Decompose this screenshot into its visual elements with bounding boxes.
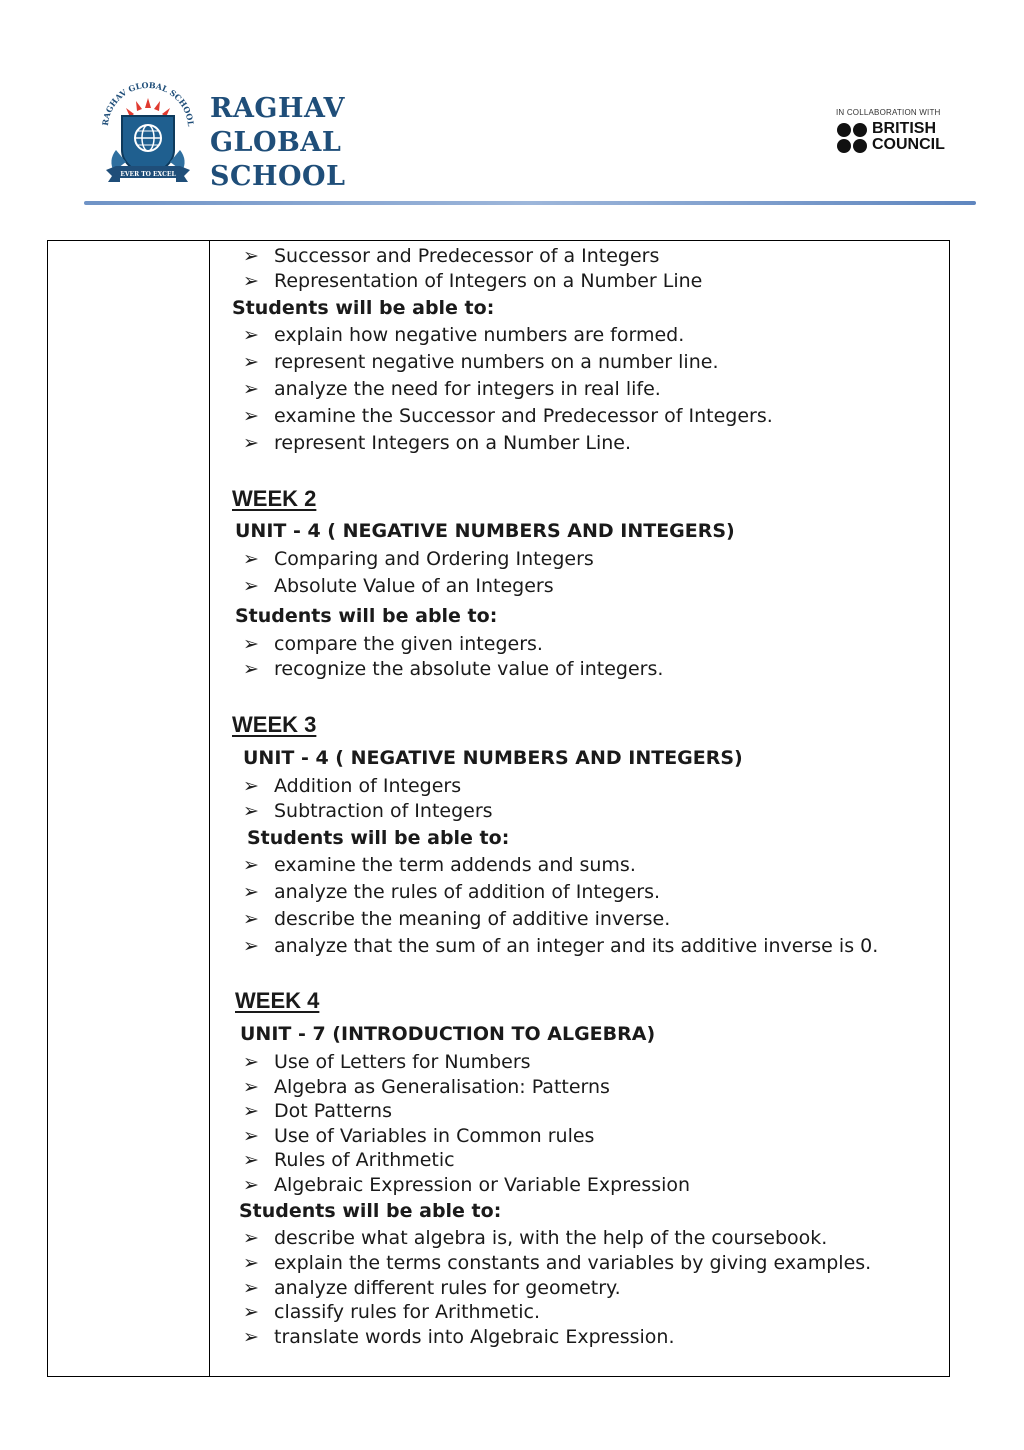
list-item: ➢ Rules of Arithmetic — [243, 1149, 455, 1171]
arrow-bullet-icon: ➢ — [243, 1051, 259, 1073]
arrow-bullet-icon: ➢ — [243, 854, 259, 876]
outcomes-heading: Students will be able to: — [235, 605, 498, 627]
list-item: ➢ analyze different rules for geometry. — [243, 1277, 621, 1299]
list-item: ➢ examine the Successor and Predecessor of Integers. — [243, 405, 773, 427]
list-item: ➢ represent Integers on a Number Line. — [243, 432, 632, 454]
arrow-bullet-icon: ➢ — [243, 1076, 259, 1098]
arrow-bullet-icon: ➢ — [243, 378, 259, 400]
week-heading: WEEK 4 — [235, 988, 320, 1013]
arrow-bullet-icon: ➢ — [243, 1227, 259, 1249]
arrow-bullet-icon: ➢ — [243, 432, 259, 454]
svg-text:RAGHAV GLOBAL SCHOOL: RAGHAV GLOBAL SCHOOL — [99, 80, 197, 127]
list-item: ➢ explain the terms constants and variables by giving examples. — [243, 1252, 872, 1274]
list-item: ➢ Dot Patterns — [243, 1100, 392, 1122]
partner-name-line: COUNCIL — [872, 136, 945, 153]
outcomes-heading: Students will be able to: — [232, 297, 495, 319]
list-item: ➢ Addition of Integers — [243, 775, 462, 797]
outcomes-heading: Students will be able to: — [247, 827, 510, 849]
collaboration-label: IN COLLABORATION WITH — [836, 108, 941, 117]
arrow-bullet-icon: ➢ — [243, 633, 259, 655]
header-divider — [84, 201, 976, 205]
syllabus-table — [47, 240, 950, 1377]
arrow-bullet-icon: ➢ — [243, 351, 259, 373]
school-name — [210, 92, 346, 194]
school-name-line: GLOBAL — [210, 127, 342, 158]
list-item: ➢ analyze the need for integers in real life. — [243, 378, 661, 400]
list-item: ➢ describe what algebra is, with the help of the coursebook. — [243, 1227, 828, 1249]
arrow-bullet-icon: ➢ — [243, 935, 259, 957]
arrow-bullet-icon: ➢ — [243, 1301, 259, 1323]
list-item: ➢ represent negative numbers on a number line. — [243, 351, 719, 373]
arrow-bullet-icon: ➢ — [243, 405, 259, 427]
arrow-bullet-icon: ➢ — [243, 1125, 259, 1147]
arrow-bullet-icon: ➢ — [243, 775, 259, 797]
arrow-bullet-icon: ➢ — [243, 800, 259, 822]
school-name-line: RAGHAV — [210, 93, 345, 124]
list-item: ➢ Algebra as Generalisation: Patterns — [243, 1076, 610, 1098]
page-header — [0, 0, 1024, 215]
arrow-bullet-icon: ➢ — [243, 324, 259, 346]
list-item: ➢ Successor and Predecessor of a Integers — [243, 245, 660, 267]
list-item: ➢ compare the given integers. — [243, 633, 543, 655]
outcomes-heading: Students will be able to: — [239, 1200, 502, 1222]
arrow-bullet-icon: ➢ — [243, 1277, 259, 1299]
list-item: ➢ Use of Letters for Numbers — [243, 1051, 531, 1073]
partner-name — [872, 121, 945, 153]
list-item: ➢ recognize the absolute value of integers. — [243, 658, 664, 680]
arrow-bullet-icon: ➢ — [243, 1252, 259, 1274]
list-item: ➢ analyze the rules of addition of Integers. — [243, 881, 661, 903]
arrow-bullet-icon: ➢ — [243, 575, 259, 597]
table-content-cell — [210, 241, 949, 1376]
list-item: ➢ translate words into Algebraic Expression. — [243, 1326, 675, 1348]
unit-heading: UNIT - 4 ( NEGATIVE NUMBERS AND INTEGERS) — [235, 520, 735, 542]
arrow-bullet-icon: ➢ — [243, 881, 259, 903]
arrow-bullet-icon: ➢ — [243, 1149, 259, 1171]
arrow-bullet-icon: ➢ — [243, 1326, 259, 1348]
list-item: ➢ Subtraction of Integers — [243, 800, 493, 822]
partner-name-line: BRITISH — [872, 120, 936, 137]
arrow-bullet-icon: ➢ — [243, 658, 259, 680]
table-left-cell — [48, 241, 210, 1376]
week-heading: WEEK 2 — [232, 486, 317, 511]
list-item: ➢ Algebraic Expression or Variable Expression — [243, 1174, 691, 1196]
week-heading: WEEK 3 — [232, 712, 317, 737]
svg-text:EVER TO EXCEL: EVER TO EXCEL — [120, 171, 176, 178]
list-item: ➢ Representation of Integers on a Number Line — [243, 270, 703, 292]
list-item: ➢ examine the term addends and sums. — [243, 854, 636, 876]
arrow-bullet-icon: ➢ — [243, 270, 259, 292]
list-item: ➢ analyze that the sum of an integer and its additive inverse is 0. — [243, 935, 879, 957]
arrow-bullet-icon: ➢ — [243, 1174, 259, 1196]
list-item: ➢ classify rules for Arithmetic. — [243, 1301, 540, 1323]
british-council-dots-logo — [836, 122, 868, 154]
unit-heading: UNIT - 7 (INTRODUCTION TO ALGEBRA) — [240, 1023, 656, 1045]
arrow-bullet-icon: ➢ — [243, 245, 259, 267]
list-item: ➢ Use of Variables in Common rules — [243, 1125, 595, 1147]
arrow-bullet-icon: ➢ — [243, 548, 259, 570]
list-item: ➢ Absolute Value of an Integers — [243, 575, 554, 597]
list-item: ➢ Comparing and Ordering Integers — [243, 548, 594, 570]
unit-heading: UNIT - 4 ( NEGATIVE NUMBERS AND INTEGERS) — [243, 747, 743, 769]
list-item: ➢ explain how negative numbers are formed. — [243, 324, 685, 346]
arrow-bullet-icon: ➢ — [243, 1100, 259, 1122]
school-crest-logo — [98, 80, 198, 190]
list-item: ➢ describe the meaning of additive inverse. — [243, 908, 671, 930]
school-name-line: SCHOOL — [210, 161, 346, 192]
arrow-bullet-icon: ➢ — [243, 908, 259, 930]
